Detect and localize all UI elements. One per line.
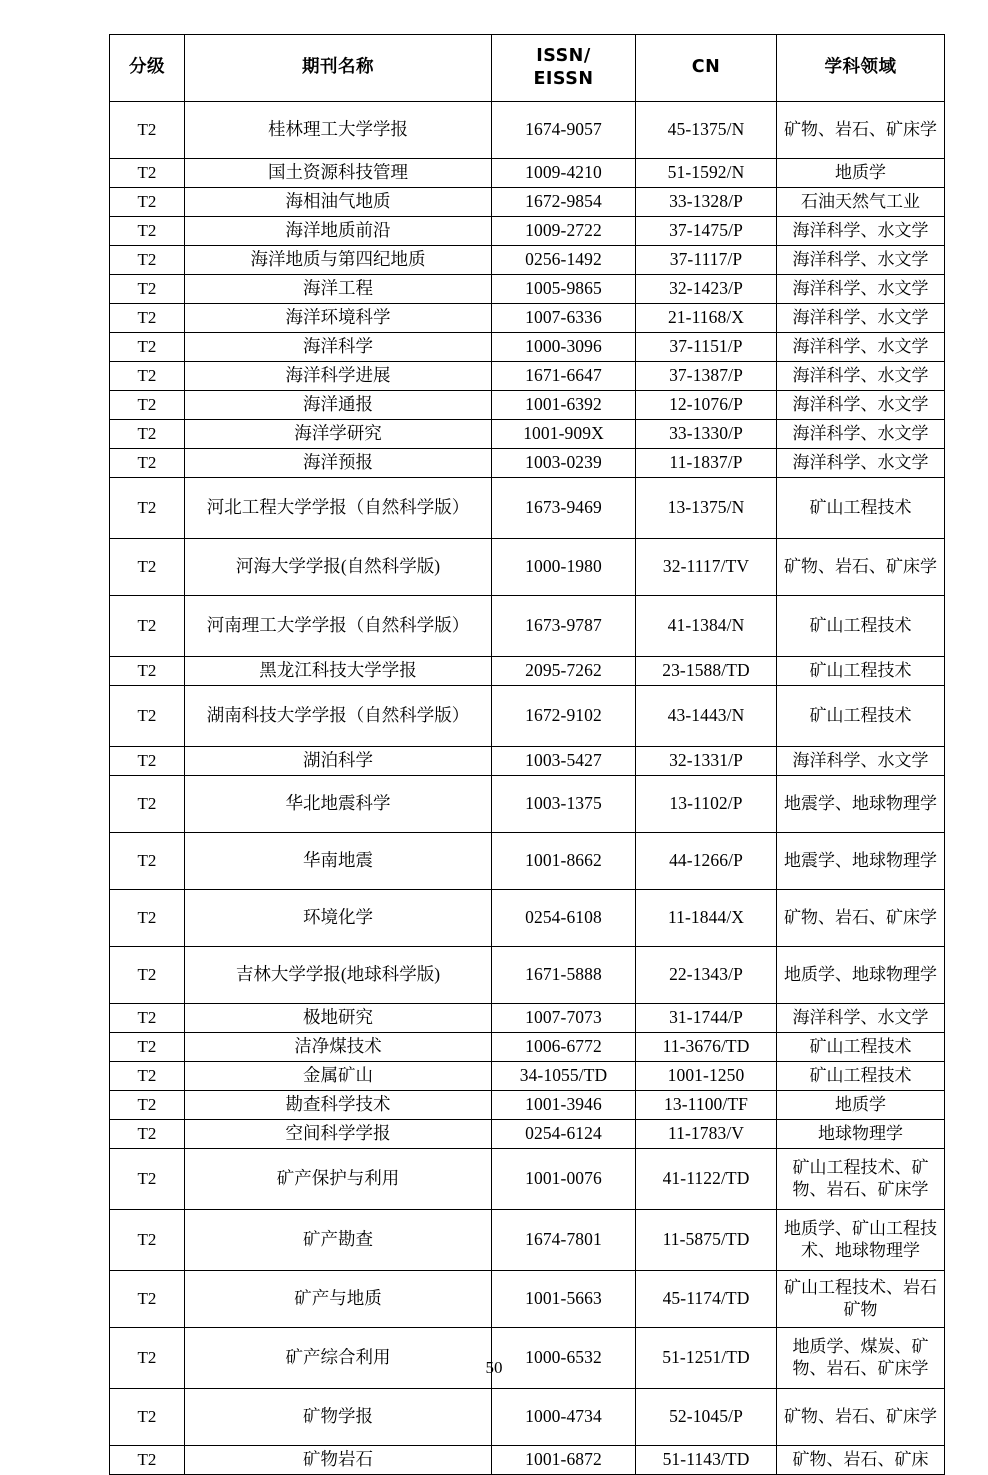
cell-subject-field: 地质学、地球物理学 [777,947,945,1004]
cell-rank: T2 [110,657,185,686]
cell-rank: T2 [110,217,185,246]
cell-cn: 1001-1250 [636,1062,777,1091]
cell-rank: T2 [110,159,185,188]
cell-issn: 0254-6124 [492,1120,636,1149]
cell-issn: 1003-5427 [492,747,636,776]
cell-journal-name: 湖南科技大学学报（自然科学版） [185,686,492,747]
cell-journal-name: 矿产勘查 [185,1210,492,1271]
cell-cn: 51-1251/TD [636,1328,777,1389]
cell-subject-field: 矿山工程技术 [777,1062,945,1091]
table-row [110,833,945,890]
cell-cn: 52-1045/P [636,1389,777,1446]
cell-journal-name: 洁净煤技术 [185,1033,492,1062]
cell-subject-field: 海洋科学、水文学 [777,246,945,275]
cell-journal-name: 黑龙江科技大学学报 [185,657,492,686]
cell-subject-field: 矿山工程技术 [777,1033,945,1062]
table-row [110,304,945,333]
table-row [110,391,945,420]
cell-rank: T2 [110,1446,185,1475]
cell-subject-field: 矿山工程技术 [777,596,945,657]
cell-cn: 44-1266/P [636,833,777,890]
journal-table-container [109,34,937,1475]
cell-subject-field: 海洋科学、水文学 [777,391,945,420]
cell-cn: 11-1844/X [636,890,777,947]
table-row [110,1004,945,1033]
cell-rank: T2 [110,102,185,159]
table-row [110,686,945,747]
cell-cn: 33-1328/P [636,188,777,217]
cell-journal-name: 湖泊科学 [185,747,492,776]
cell-journal-name: 华北地震科学 [185,776,492,833]
cell-issn: 1001-8662 [492,833,636,890]
table-row [110,1149,945,1210]
cell-cn: 11-3676/TD [636,1033,777,1062]
cell-journal-name: 河北工程大学学报（自然科学版） [185,478,492,539]
cell-issn: 1671-5888 [492,947,636,1004]
cell-issn: 1007-6336 [492,304,636,333]
cell-journal-name: 海洋环境科学 [185,304,492,333]
table-row [110,1271,945,1328]
cell-rank: T2 [110,1271,185,1328]
cell-journal-name: 极地研究 [185,1004,492,1033]
cell-subject-field: 海洋科学、水文学 [777,217,945,246]
table-row [110,217,945,246]
cell-issn: 1672-9854 [492,188,636,217]
cell-journal-name: 海相油气地质 [185,188,492,217]
column-header-rank: 分级 [110,35,185,102]
cell-subject-field: 矿物、岩石、矿床学 [777,1389,945,1446]
cell-issn: 1673-9787 [492,596,636,657]
cell-journal-name: 国土资源科技管理 [185,159,492,188]
cell-journal-name: 环境化学 [185,890,492,947]
cell-subject-field: 地球物理学 [777,1120,945,1149]
table-row [110,947,945,1004]
cell-cn: 32-1331/P [636,747,777,776]
cell-cn: 51-1143/TD [636,1446,777,1475]
cell-cn: 23-1588/TD [636,657,777,686]
cell-issn: 1001-5663 [492,1271,636,1328]
cell-rank: T2 [110,1210,185,1271]
cell-subject-field: 石油天然气工业 [777,188,945,217]
cell-journal-name: 海洋工程 [185,275,492,304]
cell-rank: T2 [110,686,185,747]
cell-issn: 1674-7801 [492,1210,636,1271]
cell-rank: T2 [110,449,185,478]
table-row [110,1091,945,1120]
cell-journal-name: 河海大学学报(自然科学版) [185,539,492,596]
cell-subject-field: 矿山工程技术 [777,478,945,539]
table-row [110,1446,945,1475]
cell-subject-field: 地震学、地球物理学 [777,833,945,890]
table-row [110,449,945,478]
cell-journal-name: 海洋预报 [185,449,492,478]
cell-cn: 45-1375/N [636,102,777,159]
page-number: 50 [485,1358,503,1377]
table-row [110,1389,945,1446]
table-row [110,102,945,159]
cell-subject-field: 海洋科学、水文学 [777,747,945,776]
cell-rank: T2 [110,362,185,391]
cell-subject-field: 矿山工程技术 [777,686,945,747]
cell-cn: 32-1117/TV [636,539,777,596]
issn-header-line-1: ISSN/ [536,45,591,66]
cell-journal-name: 海洋科学 [185,333,492,362]
table-row [110,657,945,686]
cell-journal-name: 海洋地质与第四纪地质 [185,246,492,275]
cell-issn: 1672-9102 [492,686,636,747]
cell-subject-field: 海洋科学、水文学 [777,420,945,449]
cell-rank: T2 [110,333,185,362]
cell-rank: T2 [110,1149,185,1210]
cell-issn: 1003-1375 [492,776,636,833]
table-row [110,246,945,275]
cell-issn: 1007-7073 [492,1004,636,1033]
cell-issn: 1671-6647 [492,362,636,391]
cell-issn: 0256-1492 [492,246,636,275]
cell-rank: T2 [110,1033,185,1062]
table-row [110,333,945,362]
cell-journal-name: 海洋科学进展 [185,362,492,391]
cell-subject-field: 矿山工程技术、岩石矿物 [777,1271,945,1328]
cell-cn: 41-1384/N [636,596,777,657]
table-row [110,1062,945,1091]
cell-issn: 1005-9865 [492,275,636,304]
cell-rank: T2 [110,747,185,776]
cell-subject-field: 矿物、岩石、矿床学 [777,539,945,596]
issn-header-line-2: EISSN [533,69,594,89]
cell-journal-name: 矿产与地质 [185,1271,492,1328]
cell-cn: 45-1174/TD [636,1271,777,1328]
cell-issn: 1001-6872 [492,1446,636,1475]
cell-rank: T2 [110,1062,185,1091]
cell-subject-field: 矿物、岩石、矿床学 [777,890,945,947]
cell-cn: 33-1330/P [636,420,777,449]
cell-subject-field: 矿山工程技术、矿物、岩石、矿床学 [777,1149,945,1210]
cell-issn: 1000-3096 [492,333,636,362]
cell-cn: 51-1592/N [636,159,777,188]
cell-cn: 11-1837/P [636,449,777,478]
cell-subject-field: 海洋科学、水文学 [777,304,945,333]
cell-journal-name: 矿物学报 [185,1389,492,1446]
table-row [110,890,945,947]
cell-journal-name: 海洋地质前沿 [185,217,492,246]
cell-subject-field: 矿物、岩石、矿床 [777,1446,945,1475]
cell-journal-name: 吉林大学学报(地球科学版) [185,947,492,1004]
cell-cn: 31-1744/P [636,1004,777,1033]
table-row [110,596,945,657]
cell-issn: 1001-6392 [492,391,636,420]
cell-rank: T2 [110,947,185,1004]
cell-journal-name: 矿产保护与利用 [185,1149,492,1210]
cell-issn: 1674-9057 [492,102,636,159]
cell-rank: T2 [110,420,185,449]
cell-journal-name: 华南地震 [185,833,492,890]
cell-rank: T2 [110,391,185,420]
table-header [110,35,945,102]
cell-subject-field: 地质学、矿山工程技术、地球物理学 [777,1210,945,1271]
cell-journal-name: 矿产综合利用 [185,1328,492,1389]
cell-rank: T2 [110,1091,185,1120]
cell-subject-field: 海洋科学、水文学 [777,362,945,391]
cell-rank: T2 [110,188,185,217]
cell-cn: 11-1783/V [636,1120,777,1149]
table-row [110,188,945,217]
table-row [110,1033,945,1062]
cell-rank: T2 [110,890,185,947]
table-row [110,478,945,539]
cell-issn: 0254-6108 [492,890,636,947]
column-header-journal-name: 期刊名称 [185,35,492,102]
cell-journal-name: 矿物岩石 [185,1446,492,1475]
cell-rank: T2 [110,1004,185,1033]
cell-cn: 37-1117/P [636,246,777,275]
cell-cn: 37-1475/P [636,217,777,246]
cell-issn: 1001-0076 [492,1149,636,1210]
cell-rank: T2 [110,539,185,596]
cell-issn: 1000-1980 [492,539,636,596]
cell-rank: T2 [110,1328,185,1389]
cell-journal-name: 河南理工大学学报（自然科学版） [185,596,492,657]
cell-cn: 21-1168/X [636,304,777,333]
cell-subject-field: 地质学、煤炭、矿物、岩石、矿床学 [777,1328,945,1389]
cell-issn: 1000-6532 [492,1328,636,1389]
cell-subject-field: 地质学 [777,1091,945,1120]
cell-cn: 37-1151/P [636,333,777,362]
cell-rank: T2 [110,478,185,539]
cell-cn: 43-1443/N [636,686,777,747]
table-row [110,362,945,391]
cell-issn: 2095-7262 [492,657,636,686]
cell-cn: 13-1102/P [636,776,777,833]
cell-cn: 41-1122/TD [636,1149,777,1210]
table-row [110,747,945,776]
cell-issn: 1001-3946 [492,1091,636,1120]
cell-issn: 1000-4734 [492,1389,636,1446]
table-row [110,776,945,833]
cell-rank: T2 [110,1389,185,1446]
cell-cn: 13-1375/N [636,478,777,539]
cell-journal-name: 海洋通报 [185,391,492,420]
cell-cn: 13-1100/TF [636,1091,777,1120]
cell-journal-name: 勘查科学技术 [185,1091,492,1120]
cell-subject-field: 海洋科学、水文学 [777,449,945,478]
cell-issn: 1003-0239 [492,449,636,478]
cell-journal-name: 金属矿山 [185,1062,492,1091]
cell-journal-name: 海洋学研究 [185,420,492,449]
cell-subject-field: 矿山工程技术 [777,657,945,686]
column-header-issn [492,35,636,102]
table-row [110,275,945,304]
table-body [110,102,945,1475]
cell-subject-field: 海洋科学、水文学 [777,1004,945,1033]
table-header-row [110,35,945,102]
cell-issn: 1673-9469 [492,478,636,539]
table-row [110,1120,945,1149]
cell-cn: 37-1387/P [636,362,777,391]
column-header-cn: CN [636,35,777,102]
cell-subject-field: 海洋科学、水文学 [777,333,945,362]
table-row [110,159,945,188]
cell-rank: T2 [110,304,185,333]
cell-rank: T2 [110,776,185,833]
cell-rank: T2 [110,833,185,890]
cell-issn: 1001-909X [492,420,636,449]
cell-issn: 1009-4210 [492,159,636,188]
table-row [110,1210,945,1271]
column-header-subject-field: 学科领域 [777,35,945,102]
cell-rank: T2 [110,246,185,275]
cell-journal-name: 桂林理工大学学报 [185,102,492,159]
cell-journal-name: 空间科学学报 [185,1120,492,1149]
cell-rank: T2 [110,596,185,657]
cell-issn: 1009-2722 [492,217,636,246]
table-row [110,539,945,596]
cell-cn: 22-1343/P [636,947,777,1004]
table-row [110,420,945,449]
cell-issn: 1006-6772 [492,1033,636,1062]
cell-subject-field: 地质学 [777,159,945,188]
cell-rank: T2 [110,275,185,304]
cell-subject-field: 矿物、岩石、矿床学 [777,102,945,159]
cell-rank: T2 [110,1120,185,1149]
cell-cn: 32-1423/P [636,275,777,304]
cell-cn: 12-1076/P [636,391,777,420]
cell-subject-field: 海洋科学、水文学 [777,275,945,304]
cell-issn: 34-1055/TD [492,1062,636,1091]
cell-subject-field: 地震学、地球物理学 [777,776,945,833]
cell-cn: 11-5875/TD [636,1210,777,1271]
journal-table [109,34,945,1475]
